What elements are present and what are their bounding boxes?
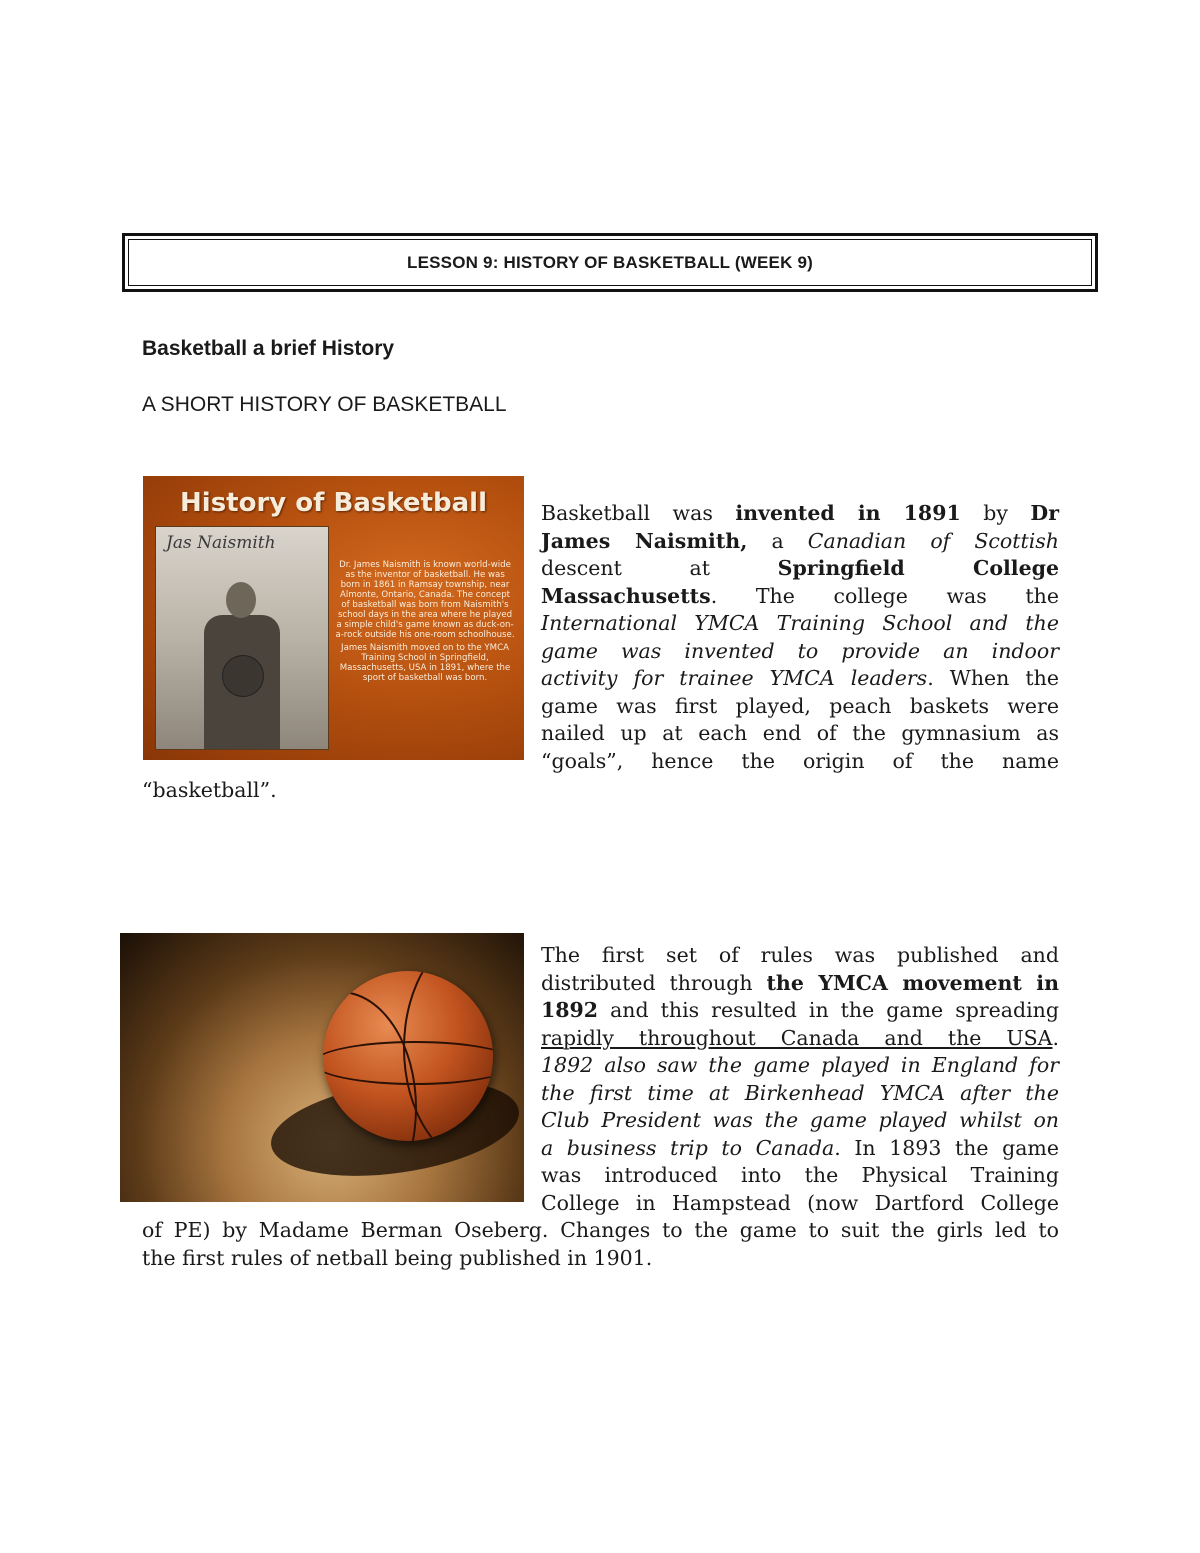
- heading-short-history: A SHORT HISTORY OF BASKETBALL: [142, 393, 507, 416]
- para1-tail: “basketball”.: [142, 778, 277, 802]
- para1-line: game was first played, peach baskets were: [541, 693, 1059, 718]
- photo-ball: [222, 655, 264, 697]
- para1-line: James Naismith, a Canadian of Scottish: [541, 528, 1059, 553]
- para1-line: Basketball was invented in 1891 by Dr: [541, 501, 1059, 525]
- slide-caption: [335, 560, 515, 686]
- para1-line: game was invented to provide an indoor: [541, 638, 1059, 663]
- slide-caption-1: Dr. James Naismith is known world-wide as the inventor of basketball. He was born in 1861 in Ramsay township, near Almonte, Ontario, Canada. The concept of basketball was born from Naismith's school days in the area where he played a simple child's game known as duck-on-a-rock outside his one-room schoolhouse.: [335, 560, 515, 640]
- para1-line: descent at Springfield College: [541, 556, 1059, 580]
- para1-line: activity for trainee YMCA leaders. When the: [541, 666, 1059, 690]
- paragraph-invention: [541, 500, 1059, 775]
- history-slide-image: [143, 476, 524, 760]
- photo-figure-head: [226, 582, 256, 618]
- para1-line: nailed up at each end of the gymnasium as: [541, 721, 1059, 745]
- para2-tail: [142, 1217, 1059, 1272]
- basketball-photo: [120, 933, 524, 1202]
- lesson-title-box: [122, 233, 1098, 292]
- para2-line: was introduced into the Physical Training: [541, 1163, 1059, 1187]
- naismith-signature: Jas Naismith: [166, 533, 276, 553]
- slide-title: History of Basketball: [180, 488, 487, 518]
- para2-line: the first time at Birkenhead YMCA after the: [541, 1080, 1059, 1105]
- para2-line: The first set of rules was published and: [541, 943, 1059, 967]
- slide-caption-2: James Naismith moved on to the YMCA Training School in Springfield, Massachusetts, USA in 1891, where the sport of basketball was born.: [339, 643, 511, 683]
- para1-line: “goals”, hence the origin of the name: [541, 748, 1059, 773]
- heading-brief-history: Basketball a brief History: [142, 337, 395, 360]
- para2-line: College in Hampstead (now Dartford College: [541, 1190, 1059, 1215]
- para2-line: 1892 and this resulted in the game spreading: [541, 998, 1059, 1022]
- para2-tail-line: the first rules of netball being published in 1901.: [142, 1245, 653, 1270]
- para2-line: 1892 also saw the game played in England for: [541, 1053, 1059, 1077]
- paragraph-rules: [541, 942, 1059, 1217]
- para2-line: distributed through the YMCA movement in: [541, 970, 1059, 995]
- para1-line: Massachusetts. The college was the: [541, 583, 1059, 608]
- naismith-photo: [155, 526, 329, 750]
- lesson-title: LESSON 9: HISTORY OF BASKETBALL (WEEK 9): [128, 239, 1092, 286]
- para2-line: Club President was the game played whilst on: [541, 1108, 1059, 1132]
- para2-line: a business trip to Canada. In 1893 the game: [541, 1135, 1059, 1160]
- para1-line: International YMCA Training School and the: [541, 611, 1059, 635]
- para2-tail-line: of PE) by Madame Berman Oseberg. Changes to the game to suit the girls led to: [142, 1218, 1059, 1242]
- basketball-icon: [323, 971, 493, 1141]
- para2-line: rapidly throughout Canada and the USA.: [541, 1025, 1059, 1050]
